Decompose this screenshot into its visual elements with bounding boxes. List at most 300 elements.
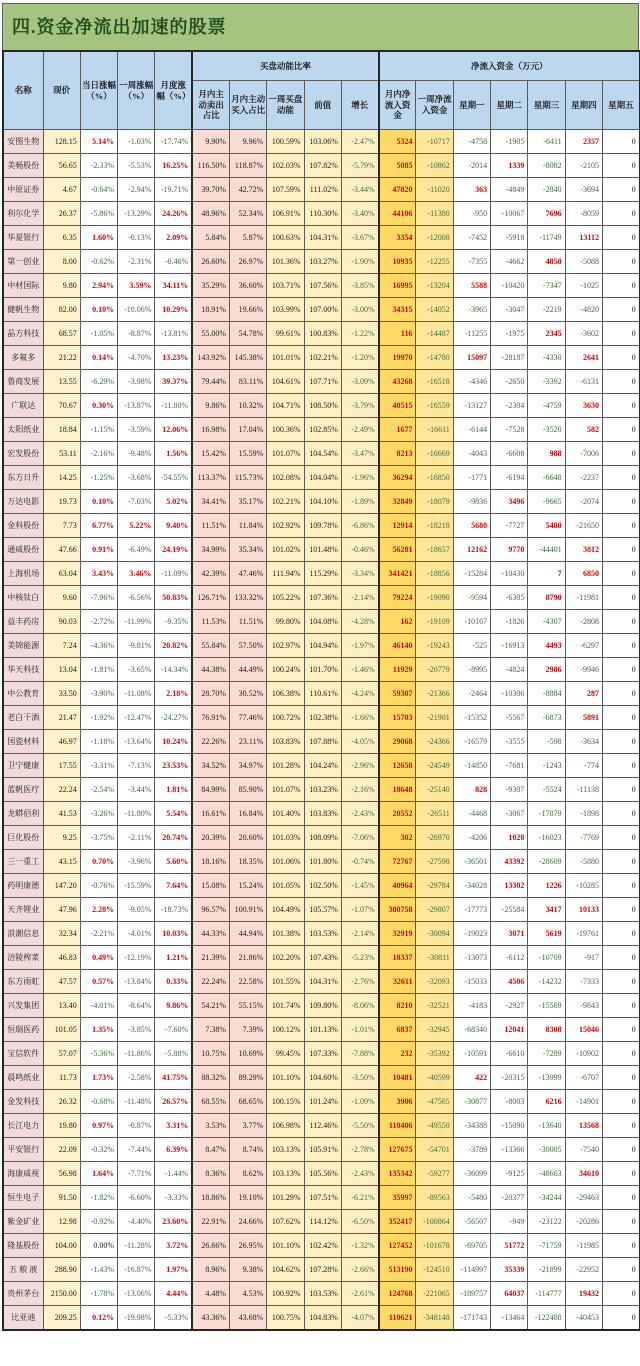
value-cell: -14901 bbox=[565, 1090, 602, 1114]
value-cell: 147.20 bbox=[43, 874, 80, 898]
value-cell: 3071 bbox=[491, 922, 528, 946]
value-cell: 18.91% bbox=[192, 298, 229, 322]
value-cell: -3.75% bbox=[80, 826, 117, 850]
value-cell: 52.34% bbox=[229, 202, 266, 226]
value-cell: 8.62% bbox=[229, 1162, 266, 1186]
value-cell: 85.90% bbox=[229, 778, 266, 802]
value-cell: -29463 bbox=[565, 1186, 602, 1210]
value-cell: -13.29% bbox=[118, 202, 155, 226]
table-row bbox=[3, 154, 640, 178]
value-cell: -1975 bbox=[491, 322, 528, 346]
value-cell: 3417 bbox=[528, 898, 565, 922]
value-cell: 57.50% bbox=[229, 634, 266, 658]
value-cell: 0 bbox=[602, 946, 639, 970]
value-cell: 105.57% bbox=[304, 898, 341, 922]
value-cell: -11.09% bbox=[155, 562, 192, 586]
sub-header-6: 一周净流入资金 bbox=[416, 81, 453, 130]
value-cell: 16.61% bbox=[192, 802, 229, 826]
value-cell: 108.50% bbox=[304, 394, 341, 418]
value-cell: -0.87% bbox=[118, 1114, 155, 1138]
value-cell: -12.47% bbox=[118, 706, 155, 730]
value-cell: -2304 bbox=[491, 394, 528, 418]
value-cell: 5.84% bbox=[192, 226, 229, 250]
value-cell: 35.34% bbox=[229, 538, 266, 562]
value-cell: 44106 bbox=[379, 202, 416, 226]
value-cell: 0 bbox=[602, 1282, 639, 1306]
value-cell: 988 bbox=[528, 442, 565, 466]
stock-name-cell: 龙蟒佰利 bbox=[3, 802, 43, 826]
stock-name-cell: 国瓷材料 bbox=[3, 730, 43, 754]
value-cell: -35392 bbox=[416, 1042, 453, 1066]
value-cell: 9.90% bbox=[192, 130, 229, 154]
value-cell: 8.00 bbox=[43, 250, 80, 274]
value-cell: 42.39% bbox=[192, 562, 229, 586]
value-cell: 103.99% bbox=[267, 298, 304, 322]
value-cell: -3965 bbox=[453, 298, 490, 322]
value-cell: 91.50 bbox=[43, 1186, 80, 1210]
value-cell: 102.20% bbox=[267, 946, 304, 970]
stock-name-cell: 中材国际 bbox=[3, 274, 43, 298]
value-cell: -7528 bbox=[491, 418, 528, 442]
value-cell: -36501 bbox=[453, 850, 490, 874]
value-cell: -11380 bbox=[416, 202, 453, 226]
value-cell: 22.24 bbox=[43, 778, 80, 802]
value-cell: -950 bbox=[453, 202, 490, 226]
value-cell: 103.13% bbox=[267, 1162, 304, 1186]
value-cell: -1.82% bbox=[80, 1186, 117, 1210]
value-cell: 0 bbox=[602, 970, 639, 994]
value-cell: 89.29% bbox=[229, 1066, 266, 1090]
value-cell: -4206 bbox=[453, 826, 490, 850]
value-cell: 115.29% bbox=[304, 562, 341, 586]
stock-name-cell: 五 粮 液 bbox=[3, 1258, 43, 1282]
value-cell: -3.85% bbox=[118, 1018, 155, 1042]
value-cell: 0.91% bbox=[80, 538, 117, 562]
value-cell: 10133 bbox=[565, 898, 602, 922]
value-cell: 64037 bbox=[491, 1282, 528, 1306]
value-cell: -6.60% bbox=[118, 1186, 155, 1210]
value-cell: 104.61% bbox=[267, 370, 304, 394]
value-cell: 11929 bbox=[379, 658, 416, 682]
value-cell: -6112 bbox=[491, 946, 528, 970]
value-cell: 8790 bbox=[528, 586, 565, 610]
stock-name-cell: 利尔化学 bbox=[3, 202, 43, 226]
value-cell: 3.53% bbox=[192, 1114, 229, 1138]
value-cell: 2.28% bbox=[80, 898, 117, 922]
value-cell: 41.75% bbox=[155, 1066, 192, 1090]
value-cell: -48663 bbox=[528, 1162, 565, 1186]
stock-name-cell: 安图生物 bbox=[3, 130, 43, 154]
table-row bbox=[3, 730, 640, 754]
value-cell: 1226 bbox=[528, 874, 565, 898]
value-cell: -10285 bbox=[565, 874, 602, 898]
value-cell: 57.07 bbox=[43, 1042, 80, 1066]
value-cell: 828 bbox=[453, 778, 490, 802]
value-cell: -5.50% bbox=[341, 1114, 378, 1138]
value-cell: 102.50% bbox=[304, 874, 341, 898]
value-cell: -9946 bbox=[565, 658, 602, 682]
value-cell: -3.26% bbox=[80, 802, 117, 826]
group-header-0: 买盘动能比率 bbox=[192, 51, 379, 81]
value-cell: 0 bbox=[602, 826, 639, 850]
column-header-2: 当日涨幅（%） bbox=[80, 51, 117, 130]
value-cell: 102.08% bbox=[267, 466, 304, 490]
value-cell: -949 bbox=[491, 1210, 528, 1234]
value-cell: -19.71% bbox=[155, 178, 192, 202]
table-row bbox=[3, 682, 640, 706]
value-cell: -5.23% bbox=[341, 946, 378, 970]
value-cell: 7.39% bbox=[229, 1018, 266, 1042]
value-cell: 55.84% bbox=[192, 634, 229, 658]
value-cell: -69705 bbox=[453, 1234, 490, 1258]
value-cell: -18218 bbox=[416, 514, 453, 538]
value-cell: -20377 bbox=[491, 1186, 528, 1210]
value-cell: -917 bbox=[565, 946, 602, 970]
value-cell: 43.68% bbox=[229, 1306, 266, 1331]
value-cell: 34.97% bbox=[229, 754, 266, 778]
value-cell: -9.05% bbox=[118, 898, 155, 922]
value-cell: 17.04% bbox=[229, 418, 266, 442]
value-cell: -8059 bbox=[565, 202, 602, 226]
value-cell: 18648 bbox=[379, 778, 416, 802]
value-cell: 582 bbox=[565, 418, 602, 442]
stock-name-cell: 通威股份 bbox=[3, 538, 43, 562]
value-cell: -4346 bbox=[453, 370, 490, 394]
value-cell: -3.44% bbox=[341, 178, 378, 202]
value-cell: -27598 bbox=[416, 850, 453, 874]
table-row bbox=[3, 1306, 640, 1331]
value-cell: -1826 bbox=[491, 610, 528, 634]
column-header-1: 现价 bbox=[43, 51, 80, 130]
value-cell: -28187 bbox=[491, 346, 528, 370]
value-cell: 2.18% bbox=[155, 682, 192, 706]
value-cell: 9.86% bbox=[192, 394, 229, 418]
value-cell: -71759 bbox=[528, 1234, 565, 1258]
value-cell: 68.57 bbox=[43, 322, 80, 346]
value-cell: 23.11% bbox=[229, 730, 266, 754]
table-row bbox=[3, 826, 640, 850]
value-cell: -1.18% bbox=[80, 730, 117, 754]
sub-header-3: 前值 bbox=[304, 81, 341, 130]
value-cell: -1.66% bbox=[341, 706, 378, 730]
value-cell: -4.05% bbox=[341, 730, 378, 754]
value-cell: 0.12% bbox=[80, 1306, 117, 1331]
value-cell: 99.61% bbox=[267, 322, 304, 346]
value-cell: 143.92% bbox=[192, 346, 229, 370]
value-cell: -3634 bbox=[565, 730, 602, 754]
value-cell: -3.09% bbox=[341, 370, 378, 394]
value-cell: 104.49% bbox=[267, 898, 304, 922]
sub-header-11: 星期五 bbox=[602, 81, 639, 130]
value-cell: -171743 bbox=[453, 1306, 490, 1331]
value-cell: -17.74% bbox=[155, 130, 192, 154]
value-cell: 83.11% bbox=[229, 370, 266, 394]
value-cell: 10.69% bbox=[229, 1042, 266, 1066]
value-cell: 43392 bbox=[491, 850, 528, 874]
value-cell: -6.50% bbox=[341, 1210, 378, 1234]
value-cell: 6850 bbox=[565, 562, 602, 586]
value-cell: 26.66% bbox=[192, 1234, 229, 1258]
value-cell: -5480 bbox=[453, 1186, 490, 1210]
table-row bbox=[3, 178, 640, 202]
column-header-0: 名称 bbox=[3, 51, 43, 130]
stock-name-cell: 海康威视 bbox=[3, 1162, 43, 1186]
value-cell: -5088 bbox=[565, 250, 602, 274]
value-cell: -40453 bbox=[565, 1306, 602, 1331]
value-cell: 54.21% bbox=[192, 994, 229, 1018]
value-cell: -16518 bbox=[416, 370, 453, 394]
value-cell: -15090 bbox=[491, 1114, 528, 1138]
value-cell: 104.08% bbox=[304, 610, 341, 634]
value-cell: 5.60% bbox=[155, 850, 192, 874]
value-cell: 101.06% bbox=[267, 850, 304, 874]
value-cell: 0.33% bbox=[155, 970, 192, 994]
value-cell: 4493 bbox=[528, 634, 565, 658]
value-cell: -2105 bbox=[565, 154, 602, 178]
value-cell: 1.21% bbox=[155, 946, 192, 970]
value-cell: 0 bbox=[602, 874, 639, 898]
value-cell: 104.10% bbox=[304, 490, 341, 514]
value-cell: 34.99% bbox=[192, 538, 229, 562]
value-cell: 90.03 bbox=[43, 610, 80, 634]
value-cell: 34.41% bbox=[192, 490, 229, 514]
value-cell: 104.94% bbox=[304, 634, 341, 658]
table-row bbox=[3, 850, 640, 874]
value-cell: 107.43% bbox=[304, 946, 341, 970]
value-cell: -14052 bbox=[416, 298, 453, 322]
value-cell: 4.67 bbox=[43, 178, 80, 202]
value-cell: 68.55% bbox=[192, 1090, 229, 1114]
value-cell: 3496 bbox=[491, 490, 528, 514]
value-cell: -29807 bbox=[416, 898, 453, 922]
value-cell: -19243 bbox=[416, 634, 453, 658]
value-cell: -13.06% bbox=[118, 1282, 155, 1306]
value-cell: -18856 bbox=[416, 562, 453, 586]
value-cell: -5.86% bbox=[80, 202, 117, 226]
value-cell: -11.28% bbox=[118, 1234, 155, 1258]
value-cell: 0 bbox=[602, 178, 639, 202]
value-cell: 16.98% bbox=[192, 418, 229, 442]
value-cell: 288.90 bbox=[43, 1258, 80, 1282]
value-cell: 56.65 bbox=[43, 154, 80, 178]
value-cell: -11981 bbox=[565, 586, 602, 610]
value-cell: 110621 bbox=[379, 1306, 416, 1331]
value-cell: -2808 bbox=[565, 610, 602, 634]
value-cell: -0.74% bbox=[341, 850, 378, 874]
value-cell: -2.76% bbox=[341, 970, 378, 994]
value-cell: 46.97 bbox=[43, 730, 80, 754]
value-cell: 8.47% bbox=[192, 1138, 229, 1162]
value-cell: 0 bbox=[602, 202, 639, 226]
value-cell: -20286 bbox=[565, 1210, 602, 1234]
value-cell: -12.19% bbox=[118, 946, 155, 970]
value-cell: -7540 bbox=[565, 1138, 602, 1162]
value-cell: 0 bbox=[602, 466, 639, 490]
value-cell: -10862 bbox=[416, 154, 453, 178]
value-cell: -7.60% bbox=[155, 1018, 192, 1042]
value-cell: 18.86% bbox=[192, 1186, 229, 1210]
value-cell: 111.94% bbox=[267, 562, 304, 586]
value-cell: 104.83% bbox=[304, 1306, 341, 1331]
value-cell: -28609 bbox=[528, 850, 565, 874]
value-cell: -44401 bbox=[528, 538, 565, 562]
value-cell: -6648 bbox=[528, 466, 565, 490]
value-cell: -4307 bbox=[528, 610, 565, 634]
value-cell: -36099 bbox=[453, 1162, 490, 1186]
value-cell: 6.39% bbox=[155, 1138, 192, 1162]
value-cell: 0 bbox=[602, 226, 639, 250]
table-row bbox=[3, 514, 640, 538]
value-cell: 302 bbox=[379, 826, 416, 850]
value-cell: -2927 bbox=[491, 994, 528, 1018]
sub-header-9: 星期三 bbox=[528, 81, 565, 130]
value-cell: -1771 bbox=[453, 466, 490, 490]
value-cell: 28.70% bbox=[192, 682, 229, 706]
value-cell: 68.65% bbox=[229, 1090, 266, 1114]
table-row bbox=[3, 442, 640, 466]
value-cell: 0 bbox=[602, 322, 639, 346]
table-row bbox=[3, 346, 640, 370]
value-cell: 1.97% bbox=[155, 1258, 192, 1282]
value-cell: -30005 bbox=[528, 1138, 565, 1162]
value-cell: 0 bbox=[602, 1162, 639, 1186]
value-cell: 103.83% bbox=[267, 730, 304, 754]
value-cell: 9770 bbox=[491, 538, 528, 562]
value-cell: 14.25 bbox=[43, 466, 80, 490]
value-cell: 0.00% bbox=[80, 1234, 117, 1258]
value-cell: -1.07% bbox=[341, 898, 378, 922]
value-cell: -20779 bbox=[416, 658, 453, 682]
value-cell: 6.35 bbox=[43, 226, 80, 250]
value-cell: -2.33% bbox=[80, 154, 117, 178]
value-cell: 0 bbox=[602, 418, 639, 442]
value-cell: -3694 bbox=[565, 178, 602, 202]
stock-name-cell: 上海机场 bbox=[3, 562, 43, 586]
value-cell: -124510 bbox=[416, 1258, 453, 1282]
value-cell: 0.57% bbox=[80, 970, 117, 994]
value-cell: 1.35% bbox=[80, 1018, 117, 1042]
table-row bbox=[3, 1042, 640, 1066]
value-cell: 0 bbox=[602, 490, 639, 514]
value-cell: -40599 bbox=[416, 1066, 453, 1090]
value-cell: -24366 bbox=[416, 730, 453, 754]
value-cell: 101.80% bbox=[304, 850, 341, 874]
value-cell: 352417 bbox=[379, 1210, 416, 1234]
value-cell: 102.03% bbox=[267, 154, 304, 178]
stock-name-cell: 第一创业 bbox=[3, 250, 43, 274]
value-cell: -2650 bbox=[491, 370, 528, 394]
value-cell: -4.24% bbox=[341, 682, 378, 706]
value-cell: -15284 bbox=[453, 562, 490, 586]
value-cell: -1.97% bbox=[341, 634, 378, 658]
sub-header-4: 增长 bbox=[341, 81, 378, 130]
value-cell: -54701 bbox=[416, 1138, 453, 1162]
value-cell: 0.14% bbox=[80, 346, 117, 370]
value-cell: -13204 bbox=[416, 274, 453, 298]
value-cell: -34028 bbox=[453, 874, 490, 898]
value-cell: 11.84% bbox=[229, 514, 266, 538]
value-cell: -6194 bbox=[491, 466, 528, 490]
value-cell: 101.02% bbox=[267, 538, 304, 562]
value-cell: 1.64% bbox=[80, 1162, 117, 1186]
stock-name-cell: 多氟多 bbox=[3, 346, 43, 370]
value-cell: -8.64% bbox=[118, 994, 155, 1018]
value-cell: 0 bbox=[602, 1090, 639, 1114]
value-cell: 19.73 bbox=[43, 490, 80, 514]
table-row bbox=[3, 202, 640, 226]
value-cell: -4.70% bbox=[118, 346, 155, 370]
value-cell: 15.08% bbox=[192, 874, 229, 898]
value-cell: 10.75% bbox=[192, 1042, 229, 1066]
value-cell: 42.72% bbox=[229, 178, 266, 202]
value-cell: -20315 bbox=[491, 1066, 528, 1090]
value-cell: 3630 bbox=[565, 394, 602, 418]
value-cell: 35997 bbox=[379, 1186, 416, 1210]
value-cell: 109.80% bbox=[304, 994, 341, 1018]
value-cell: 112.46% bbox=[304, 1114, 341, 1138]
table-row bbox=[3, 322, 640, 346]
value-cell: -2464 bbox=[453, 682, 490, 706]
value-cell: -2.49% bbox=[341, 418, 378, 442]
value-cell: 20.39% bbox=[192, 826, 229, 850]
value-cell: -6.49% bbox=[118, 538, 155, 562]
value-cell: 101.07% bbox=[267, 442, 304, 466]
value-cell: 96.57% bbox=[192, 898, 229, 922]
value-cell: 46.83 bbox=[43, 946, 80, 970]
value-cell: 15046 bbox=[565, 1018, 602, 1042]
value-cell: -2.47% bbox=[341, 130, 378, 154]
value-cell: 26.57% bbox=[155, 1090, 192, 1114]
value-cell: 20.60% bbox=[229, 826, 266, 850]
value-cell: -19761 bbox=[565, 922, 602, 946]
value-cell: -0.92% bbox=[80, 1210, 117, 1234]
table-row bbox=[3, 370, 640, 394]
stock-name-cell: 中公教育 bbox=[3, 682, 43, 706]
value-cell: 40964 bbox=[379, 874, 416, 898]
value-cell: -7.71% bbox=[118, 1162, 155, 1186]
value-cell: 0 bbox=[602, 274, 639, 298]
value-cell: -6411 bbox=[528, 130, 565, 154]
value-cell: 12041 bbox=[491, 1018, 528, 1042]
value-cell: 35.17% bbox=[229, 490, 266, 514]
value-cell: 47.96 bbox=[43, 898, 80, 922]
value-cell: 9.86% bbox=[155, 994, 192, 1018]
stock-name-cell: 卫宁健康 bbox=[3, 754, 43, 778]
value-cell: 29068 bbox=[379, 730, 416, 754]
value-cell: -59277 bbox=[416, 1162, 453, 1186]
value-cell: -11255 bbox=[453, 322, 490, 346]
stock-name-cell: 中原证券 bbox=[3, 178, 43, 202]
stock-name-cell: 蓝帆医疗 bbox=[3, 778, 43, 802]
table-row bbox=[3, 706, 640, 730]
value-cell: -49550 bbox=[416, 1114, 453, 1138]
value-cell: -2.72% bbox=[80, 610, 117, 634]
value-cell: 0 bbox=[602, 1066, 639, 1090]
value-cell: -4.40% bbox=[118, 1210, 155, 1234]
value-cell: -10717 bbox=[416, 130, 453, 154]
value-cell: 9.60 bbox=[43, 586, 80, 610]
value-cell: -7289 bbox=[528, 1042, 565, 1066]
value-cell: -14487 bbox=[416, 322, 453, 346]
value-cell: 3.59% bbox=[118, 274, 155, 298]
value-cell: 101.74% bbox=[267, 994, 304, 1018]
value-cell: 5.14% bbox=[80, 130, 117, 154]
value-cell: -1.45% bbox=[341, 874, 378, 898]
value-cell: 128.15 bbox=[43, 130, 80, 154]
value-cell: 18.35% bbox=[229, 850, 266, 874]
value-cell: -7006 bbox=[565, 442, 602, 466]
value-cell: 12914 bbox=[379, 514, 416, 538]
